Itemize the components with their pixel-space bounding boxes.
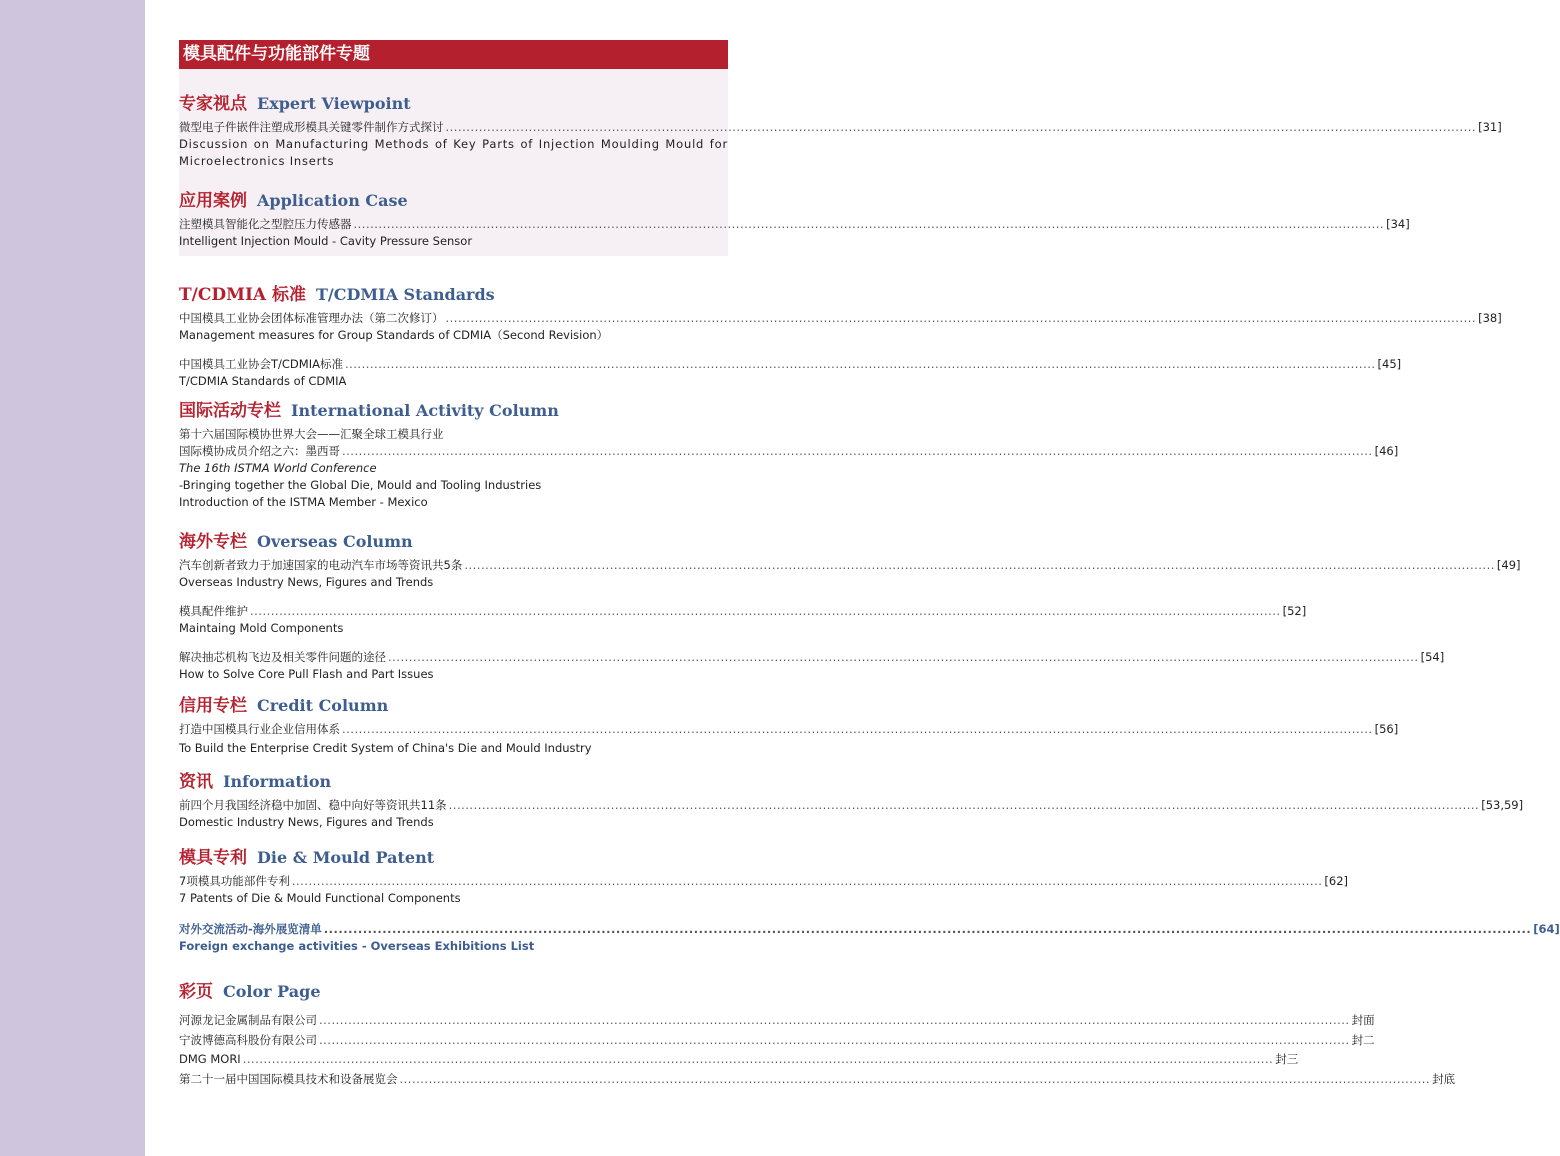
leader-dots: [446, 310, 1477, 327]
leader-dots: [243, 1050, 1274, 1070]
section-title-cn: 信用专栏: [179, 696, 247, 716]
section-title-en: Die & Mould Patent: [257, 848, 435, 867]
section-title-cn: 专家视点: [179, 94, 247, 114]
section-credit: [179, 691, 1399, 757]
entry-title-en: 7 Patents of Die & Mould Functional Components: [179, 891, 461, 905]
entry-title: 解决抽芯机构飞边及相关零件问题的途径: [179, 650, 386, 664]
color-page-item[interactable]: [179, 1031, 1375, 1051]
leader-dots: [388, 649, 1419, 666]
toc-entry-foreign-exchange[interactable]: [179, 921, 1560, 955]
entry-title-en: Intelligent Injection Mould - Cavity Pressure Sensor: [179, 234, 473, 248]
page-title: 模具配件与功能部件专题: [179, 40, 728, 69]
leader-dots: [250, 603, 1281, 620]
section-title-cn: 资讯: [179, 772, 213, 792]
section-heading: [179, 186, 728, 216]
advertiser-name: 第二十一届中国国际模具技术和设备展览会: [179, 1071, 398, 1086]
section-title-en: Color Page: [223, 982, 321, 1001]
entry-title: 打造中国模具行业企业信用体系: [179, 722, 340, 736]
section-heading: [179, 977, 728, 1007]
advertiser-name: 宁波博德高科股份有限公司: [179, 1032, 317, 1047]
toc-entry[interactable]: [179, 426, 1399, 511]
entry-page: [31]: [1478, 120, 1502, 134]
section-heading: [179, 767, 728, 797]
entry-title: 中国模具工业协会团体标准管理办法（第二次修订）: [179, 311, 444, 325]
color-page-item[interactable]: [179, 1050, 1299, 1070]
section-information: [179, 767, 1524, 831]
leader-dots: [400, 1070, 1431, 1090]
entry-title: 注塑模具智能化之型腔压力传感器: [179, 217, 352, 231]
section-title-cn: 国际活动专栏: [179, 401, 281, 421]
section-international: [179, 396, 1399, 511]
entry-page: [45]: [1377, 357, 1402, 371]
entry-title-en: To Build the Enterprise Credit System of China's Die and Mould Industry: [179, 741, 592, 755]
toc-entry[interactable]: [179, 356, 1402, 390]
advertiser-position: 封二: [1351, 1032, 1375, 1047]
advertiser-position: 封面: [1351, 1013, 1375, 1027]
section-patent: [179, 843, 1349, 907]
advertiser-name: 河源龙记金属制品有限公司: [179, 1013, 317, 1027]
leader-dots: [345, 356, 1376, 373]
entry-title: 中国模具工业协会T/CDMIA标准: [179, 357, 343, 371]
entry-title: 微型电子件嵌件注塑成形模具关键零件制作方式探讨: [179, 120, 444, 134]
leader-dots: [324, 921, 1531, 938]
entry-page: [54]: [1420, 650, 1445, 664]
section-title-cn: 模具专利: [179, 848, 247, 868]
section-heading: [179, 691, 728, 721]
section-title-cn: T/CDMIA 标准: [179, 285, 307, 305]
toc-entry[interactable]: [179, 721, 1399, 757]
section-title-en: Overseas Column: [257, 532, 413, 551]
entry-page: [56]: [1374, 722, 1399, 736]
advertiser-position: 封三: [1275, 1052, 1299, 1066]
entry-page: [64]: [1533, 922, 1560, 936]
section-heading: [179, 843, 728, 873]
entry-title-en: Maintaing Mold Components: [179, 621, 344, 635]
entry-line: 第十六届国际模协世界大会——汇聚全球工模具行业: [179, 427, 444, 441]
toc-entry[interactable]: [179, 603, 1307, 637]
table-of-contents: [179, 40, 1560, 1089]
section-heading: [179, 280, 728, 310]
entry-title-en: Discussion on Manufacturing Methods of Key Parts of Injection Moulding Mould for Microelectronics Inserts: [179, 137, 728, 168]
entry-page: [34]: [1386, 217, 1410, 231]
section-application: [179, 186, 1410, 250]
section-expert: [179, 89, 1502, 170]
entry-page: [38]: [1478, 311, 1502, 325]
leader-dots: [449, 797, 1480, 814]
entry-page: [52]: [1282, 604, 1307, 618]
color-page-item[interactable]: [179, 1011, 1375, 1031]
section-title-cn: 海外专栏: [179, 532, 247, 552]
section-color-page: [179, 977, 1456, 1089]
color-page-item[interactable]: [179, 1070, 1456, 1090]
toc-entry[interactable]: [179, 797, 1524, 831]
leader-dots: [342, 721, 1373, 738]
entry-title-en: The 16th ISTMA World Conference: [179, 461, 377, 475]
entry-title: 模具配件维护: [179, 604, 248, 618]
section-title-en: Information: [223, 772, 332, 791]
section-heading: [179, 527, 728, 557]
entry-title: 对外交流活动-海外展览清单: [179, 922, 322, 936]
entry-title: 前四个月我国经济稳中加固、稳中向好等资讯共11条: [179, 798, 447, 812]
leader-dots: [342, 443, 1373, 460]
entry-page: [62]: [1324, 874, 1349, 888]
side-band: [0, 0, 145, 1156]
section-overseas: [179, 527, 1521, 683]
entry-page: [49]: [1496, 558, 1521, 572]
section-heading: [179, 396, 728, 426]
leader-dots: [319, 1031, 1350, 1051]
feature-box: [179, 69, 1502, 256]
entry-title-en: T/CDMIA Standards of CDMIA: [179, 374, 347, 388]
leader-dots: [292, 873, 1323, 890]
toc-entry[interactable]: [179, 873, 1349, 907]
toc-entry[interactable]: [179, 649, 1445, 683]
entry-title: 国际模协成员介绍之六：墨西哥: [179, 444, 340, 458]
section-title-en: International Activity Column: [291, 401, 559, 420]
section-title-en: Application Case: [257, 191, 408, 210]
entry-subtitle-en: -Bringing together the Global Die, Mould and Tooling Industries: [179, 478, 542, 492]
toc-entry[interactable]: [179, 119, 1502, 170]
section-heading: [179, 89, 728, 119]
toc-entry[interactable]: [179, 216, 1410, 250]
entry-page: [46]: [1374, 444, 1399, 458]
entry-subtitle-en: Introduction of the ISTMA Member - Mexico: [179, 495, 428, 509]
entry-title-en: Overseas Industry News, Figures and Trends: [179, 575, 434, 589]
advertiser-name: DMG MORI: [179, 1052, 241, 1066]
toc-entry[interactable]: [179, 557, 1521, 591]
section-title-en: Credit Column: [257, 696, 389, 715]
toc-entry[interactable]: [179, 310, 1502, 344]
section-title-en: Expert Viewpoint: [257, 94, 411, 113]
leader-dots: [354, 216, 1385, 233]
section-title-en: T/CDMIA Standards: [316, 285, 495, 304]
advertiser-position: 封底: [1432, 1071, 1456, 1086]
entry-title-en: Management measures for Group Standards of CDMIA（Second Revision）: [179, 328, 609, 342]
leader-dots: [464, 557, 1495, 574]
leader-dots: [446, 119, 1477, 136]
section-title-cn: 彩页: [179, 982, 213, 1002]
entry-title: 7项模具功能部件专利: [179, 874, 290, 888]
entry-title: 汽车创新者致力于加速国家的电动汽车市场等资讯共5条: [179, 558, 463, 572]
section-standards: [179, 280, 1502, 390]
entry-page: [53,59]: [1481, 798, 1524, 812]
entry-title-en: Domestic Industry News, Figures and Trends: [179, 815, 434, 829]
leader-dots: [319, 1011, 1350, 1031]
section-title-cn: 应用案例: [179, 191, 247, 211]
entry-title-en: Foreign exchange activities - Overseas Exhibitions List: [179, 939, 535, 953]
entry-title-en: How to Solve Core Pull Flash and Part Issues: [179, 667, 434, 681]
